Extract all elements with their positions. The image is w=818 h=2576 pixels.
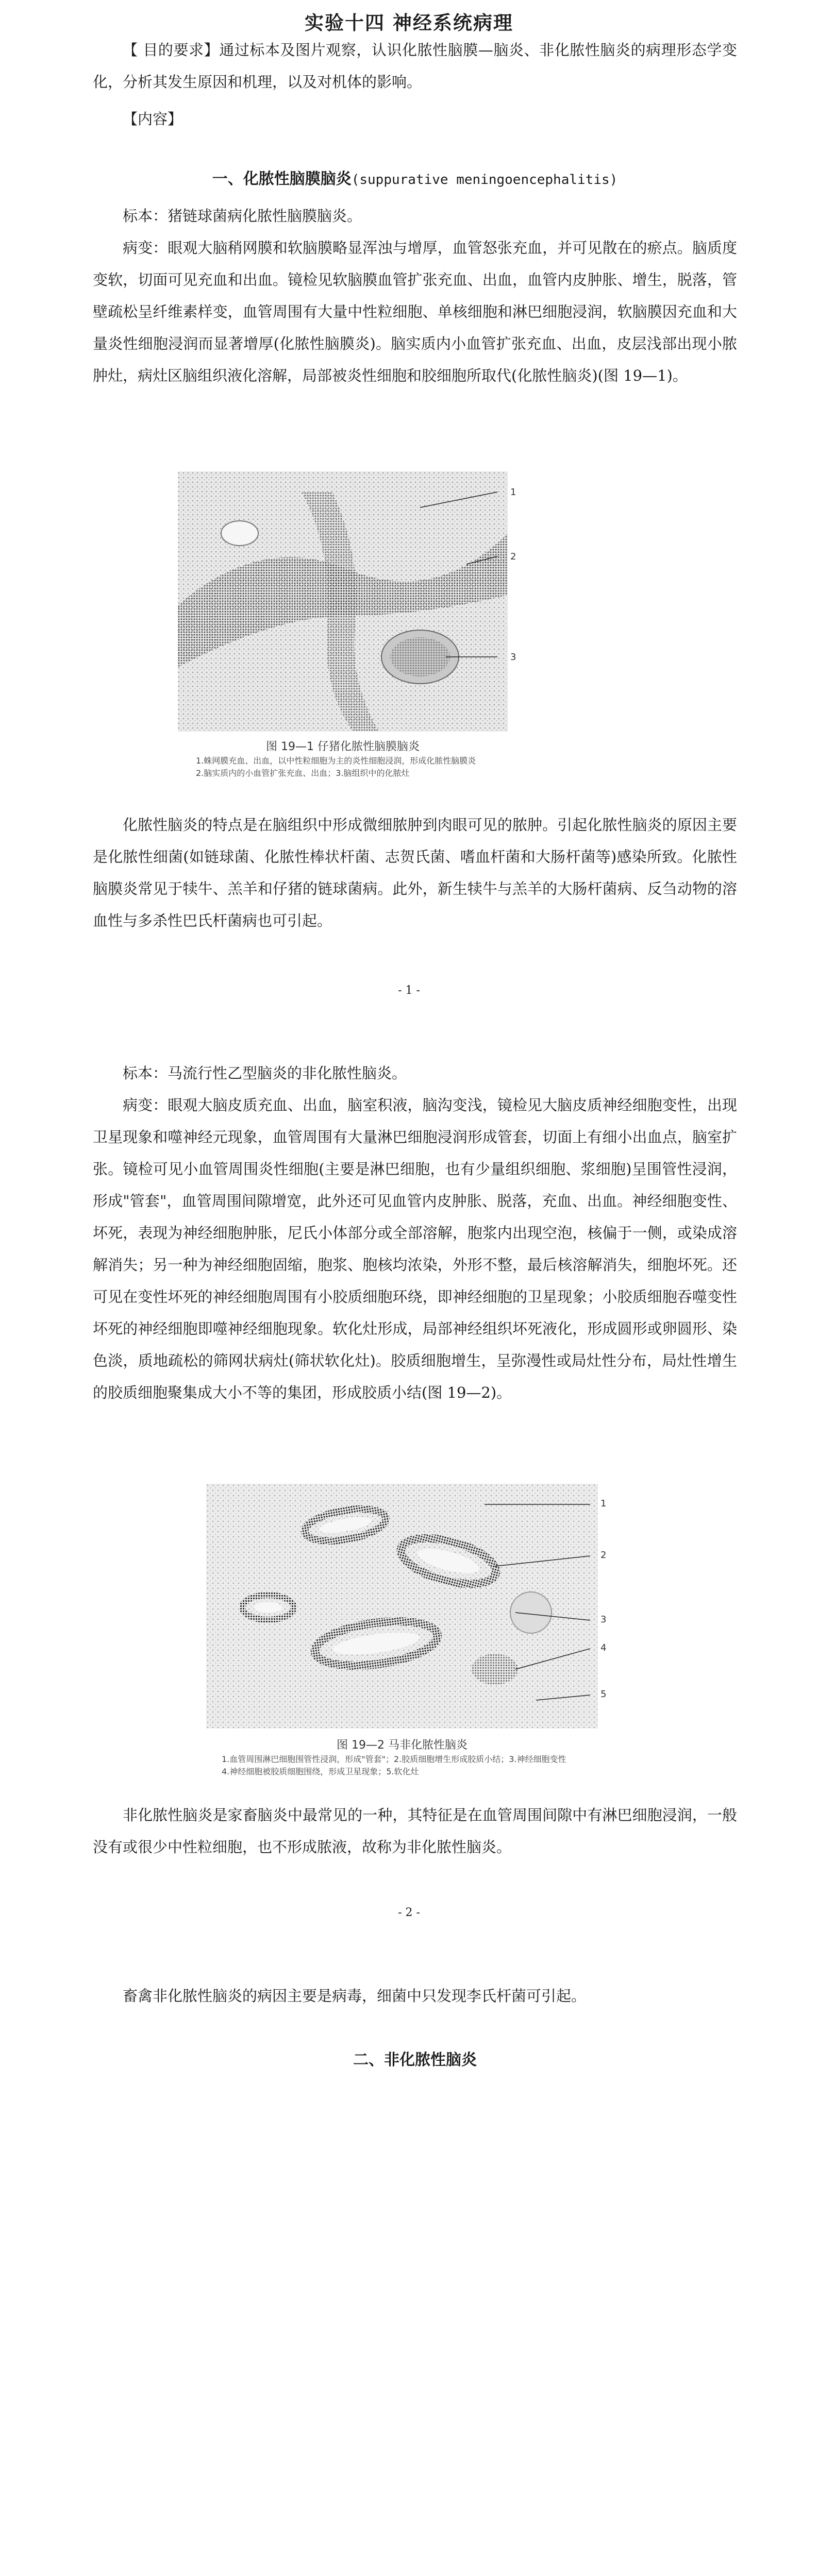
page-title: 实验十四 神经系统病理 [305,11,513,34]
section1-discussion: 化脓性脑炎的特点是在脑组织中形成微细脓肿到肉眼可见的脓肿。引起化脓性脑炎的原因主要是化脓性细菌(如链球菌、化脓性棒状杆菌、志贺氏菌、嗜血杆菌和大肠杆菌等)感染所致。化脓性脑膜炎常见于犊牛、羔羊和仔猪的链球菌病。此外，新生犊牛与羔羊的大肠杆菌病、反刍动物的溶血性与多杀性巴氏杆菌病也可引起。 [93,816,737,929]
figure-19-2-image [206,1484,598,1728]
section1-heading-cn: 一、化脓性脑膜脑炎 [212,170,352,188]
figure-19-1-callout-1: 1 [510,487,516,498]
section1-lesion: 病变：眼观大脑稍网膜和软脑膜略显浑浊与增厚，血管怒张充血，并可见散在的瘀点。脑质度变软，切面可见充血和出血。镜检见软脑膜血管扩张充血、出血，血管内皮肿胀、增生，脱落，管壁疏松呈纤维素样变，血管周围有大量中性粒细胞、单核细胞和淋巴细胞浸润，软脑膜因充血和大量炎性细胞浸润而显著增厚(化脓性脑膜炎)。脑实质内小血管扩张充血、出血，皮层浅部出现小脓肿灶，病灶区脑组织液化溶解，局部被炎性细胞和胶细胞所取代(化脓性脑炎)(图 19—1)。 [93,239,737,384]
figure-19-1-callout-3: 3 [510,652,516,663]
section2-intro: 畜禽非化脓性脑炎的病因主要是病毒，细菌中只发现李氏杆菌可引起。 [123,1987,587,2005]
figure-19-2-callout-1: 1 [600,1498,607,1509]
figure-19-2-callout-2: 2 [600,1550,607,1561]
aim-paragraph: 【 目的要求】通过标本及图片观察，认识化脓性脑膜—脑炎、非化脓性脑炎的病理形态学变化，分析其发生原因和机理，以及对机体的影响。 [93,41,737,91]
content-label: 【内容】 [123,110,183,128]
figure-19-1-title: 图 19—1 仔猪化脓性脑膜脑炎 [266,740,420,753]
section2-specimen: 标本：马流行性乙型脑炎的非化脓性脑炎。 [123,1064,407,1082]
figure-19-2-title: 图 19—2 马非化脓性脑炎 [337,1739,468,1752]
figure-19-1-note-1: 1.蛛网膜充血、出血，以中性粒细胞为主的炎性细胞浸润，形成化脓性脑膜炎 [196,756,476,766]
section2-discussion: 非化脓性脑炎是家畜脑炎中最常见的一种，其特征是在血管周围间隙中有淋巴细胞浸润，一般没有或很少中性粒细胞，也不形成脓液，故称为非化脓性脑炎。 [93,1806,737,1856]
figure-19-2-callout-5: 5 [600,1689,607,1700]
figure-19-1-image [178,471,508,732]
section1-heading-en: (suppurative meningoencephalitis) [351,172,618,188]
figure-19-2-callout-3: 3 [600,1614,607,1625]
section1-specimen: 标本：猪链球菌病化脓性脑膜脑炎。 [123,207,362,225]
page-number-2: - 2 - [398,1906,420,1919]
figure-19-2-note-1: 1.血管周围淋巴细胞围管性浸润，形成"管套"；2.胶质细胞增生形成胶质小结；3.神经细胞变性 [222,1754,566,1764]
section2-heading: 二、非化脓性脑炎 [353,2051,477,2069]
figure-19-1-note-2: 2.脑实质内的小血管扩张充血、出血；3.脑组织中的化脓灶 [196,768,410,778]
page-number-1: - 1 - [398,984,420,997]
figure-19-2-callout-4: 4 [600,1642,607,1653]
section1-heading [93,166,737,189]
section2-lesion: 病变：眼观大脑皮质充血、出血，脑室积液，脑沟变浅，镜检见大脑皮质神经细胞变性，出现卫星现象和噬神经元现象，血管周围有大量淋巴细胞浸润形成管套，切面上有细小出血点，脑室扩张。镜检可见小血管周围炎性细胞(主要是淋巴细胞，也有少量组织细胞、浆细胞)呈围管性浸润，形成"管套"，血管周围间隙增宽，此外还可见血管内皮肿胀、脱落，充血、出血。神经细胞变性、坏死，表现为神经细胞肿胀，尼氏小体部分或全部溶解，胞浆内出现空泡，核偏于一侧，或染成溶解消失；另一种为神经细胞固缩，胞浆、胞核均浓染，外形不整，最后核溶解消失，细胞坏死。还可见在变性坏死的神经细胞周围有小胶质细胞环绕，即神经细胞的卫星现象；小胶质细胞吞噬变性坏死的神经细胞即噬神经细胞现象。软化灶形成，局部神经组织坏死液化，形成圆形或卵圆形、染色淡，质地疏松的筛网状病灶(筛状软化灶)。胶质细胞增生，呈弥漫性或局灶性分布，局灶性增生的胶质细胞聚集成大小不等的集团，形成胶质小结(图 19—2)。 [93,1096,737,1401]
figure-19-1-callout-2: 2 [510,551,516,562]
figure-19-2-note-2: 4.神经细胞被胶质细胞围绕，形成卫星现象；5.软化灶 [222,1767,419,1776]
